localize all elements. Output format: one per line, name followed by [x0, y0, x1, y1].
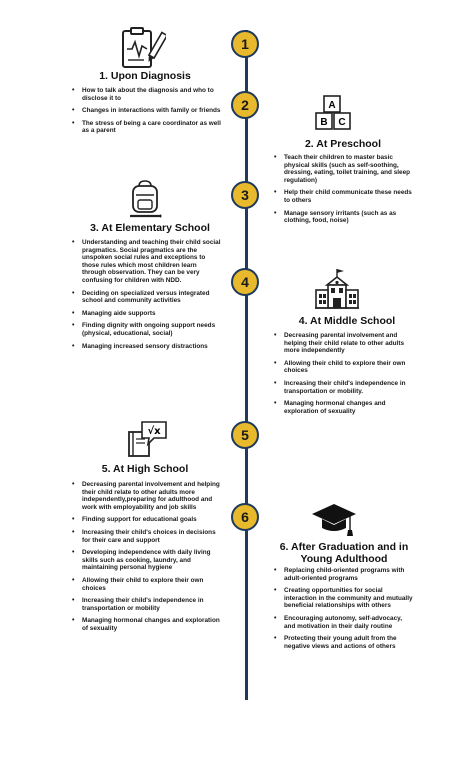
list-item: • Decreasing parental involvement and helping their child relate to other adults more independently,preparing for adulthood and work with employability and job skills: [72, 481, 224, 511]
stage-3-node: 3: [231, 181, 259, 209]
stage-6-title: 6. After Graduation and in Young Adulthood: [279, 541, 409, 565]
list-item: • Creating opportunities for social interaction in the community and mutually beneficial relationships with others: [274, 587, 414, 610]
list-item: • Allowing their child to explore their own choices: [274, 360, 414, 375]
list-item: • Changes in interactions with family or friends: [72, 107, 222, 115]
stage-1-title: 1. Upon Diagnosis: [99, 70, 191, 82]
list-item: • Increasing their child's independence in transportation or mobility: [72, 597, 224, 612]
list-item: • How to talk about the diagnosis and who to disclose it to: [72, 87, 222, 102]
list-item: • Managing increased sensory distractions: [72, 343, 222, 351]
stage-2-node: 2: [231, 91, 259, 119]
abc-blocks-icon: [314, 95, 354, 131]
list-item: • Managing hormonal changes and exploration of sexuality: [274, 400, 414, 415]
list-item: • Understanding and teaching their child social pragmatics. Social pragmatics are the unspoken social rules and exceptions to those rules which most children learn through observation. They can be very confusing for children with NDD.: [72, 239, 222, 285]
stage-3-title: 3. At Elementary School: [90, 222, 210, 234]
list-item: • Protecting their young adult from the negative views and actions of others: [274, 635, 414, 650]
svg-text:B: B: [320, 117, 328, 128]
stage-4-list: [274, 332, 414, 420]
stage-6-node: 6: [231, 503, 259, 531]
list-item: • Finding dignity with ongoing support needs (physical, educational, social): [72, 322, 222, 337]
list-item: • Encouraging autonomy, self-advocacy, and motivation in their daily routine: [274, 615, 414, 630]
backpack-icon: [128, 180, 162, 220]
svg-text:√x: √x: [147, 426, 161, 437]
stage-5-node: 5: [231, 421, 259, 449]
list-item: • Deciding on specialized versus integrated school and community activities: [72, 290, 222, 305]
stage-5-title: 5. At High School: [101, 463, 189, 475]
svg-text:A: A: [328, 100, 336, 111]
stage-1-list: [72, 87, 222, 140]
list-item: • Manage sensory irritants (such as as clothing, food, noise): [274, 210, 412, 225]
list-item: • Managing hormonal changes and exploration of sexuality: [72, 617, 224, 632]
svg-text:C: C: [338, 117, 346, 128]
stage-3-list: [72, 239, 222, 355]
stage-6-list: [274, 567, 414, 655]
stage-1-node: 1: [231, 30, 259, 58]
list-item: • Increasing their child's independence in transportation or mobility.: [274, 380, 414, 395]
list-item: • Teach their children to master basic physical skills (such as self-soothing, dressing, eating, toilet training, and sleep regulation): [274, 154, 412, 184]
stage-4-title: 4. At Middle School: [298, 315, 396, 327]
list-item: • Help their child communicate these needs to others: [274, 189, 412, 204]
stage-2-title: 2. At Preschool: [304, 138, 382, 150]
list-item: • Replacing child-oriented programs with adult-oriented programs: [274, 567, 414, 582]
list-item: • Allowing their child to explore their own choices: [72, 577, 224, 592]
list-item: • Finding support for educational goals: [72, 516, 224, 524]
list-item: • Decreasing parental involvement and helping their child relate to other adults more independently: [274, 332, 414, 355]
stage-5-list: [72, 481, 224, 638]
list-item: • Increasing their child's choices in decisions for their care and support: [72, 529, 224, 544]
timeline-line: [245, 30, 248, 700]
clipboard-icon: [120, 27, 166, 69]
stage-4-node: 4: [231, 268, 259, 296]
stage-2-list: [274, 154, 412, 230]
list-item: • Developing independence with daily living skills such as cooking, laundry, and maintaining personal hygiene: [72, 549, 224, 572]
list-item: • Managing aide supports: [72, 310, 222, 318]
list-item: • The stress of being a care coordinator as well as a parent: [72, 120, 222, 135]
math-book-icon: [126, 420, 168, 458]
school-building-icon: [314, 268, 360, 310]
graduation-cap-icon: [310, 500, 358, 540]
